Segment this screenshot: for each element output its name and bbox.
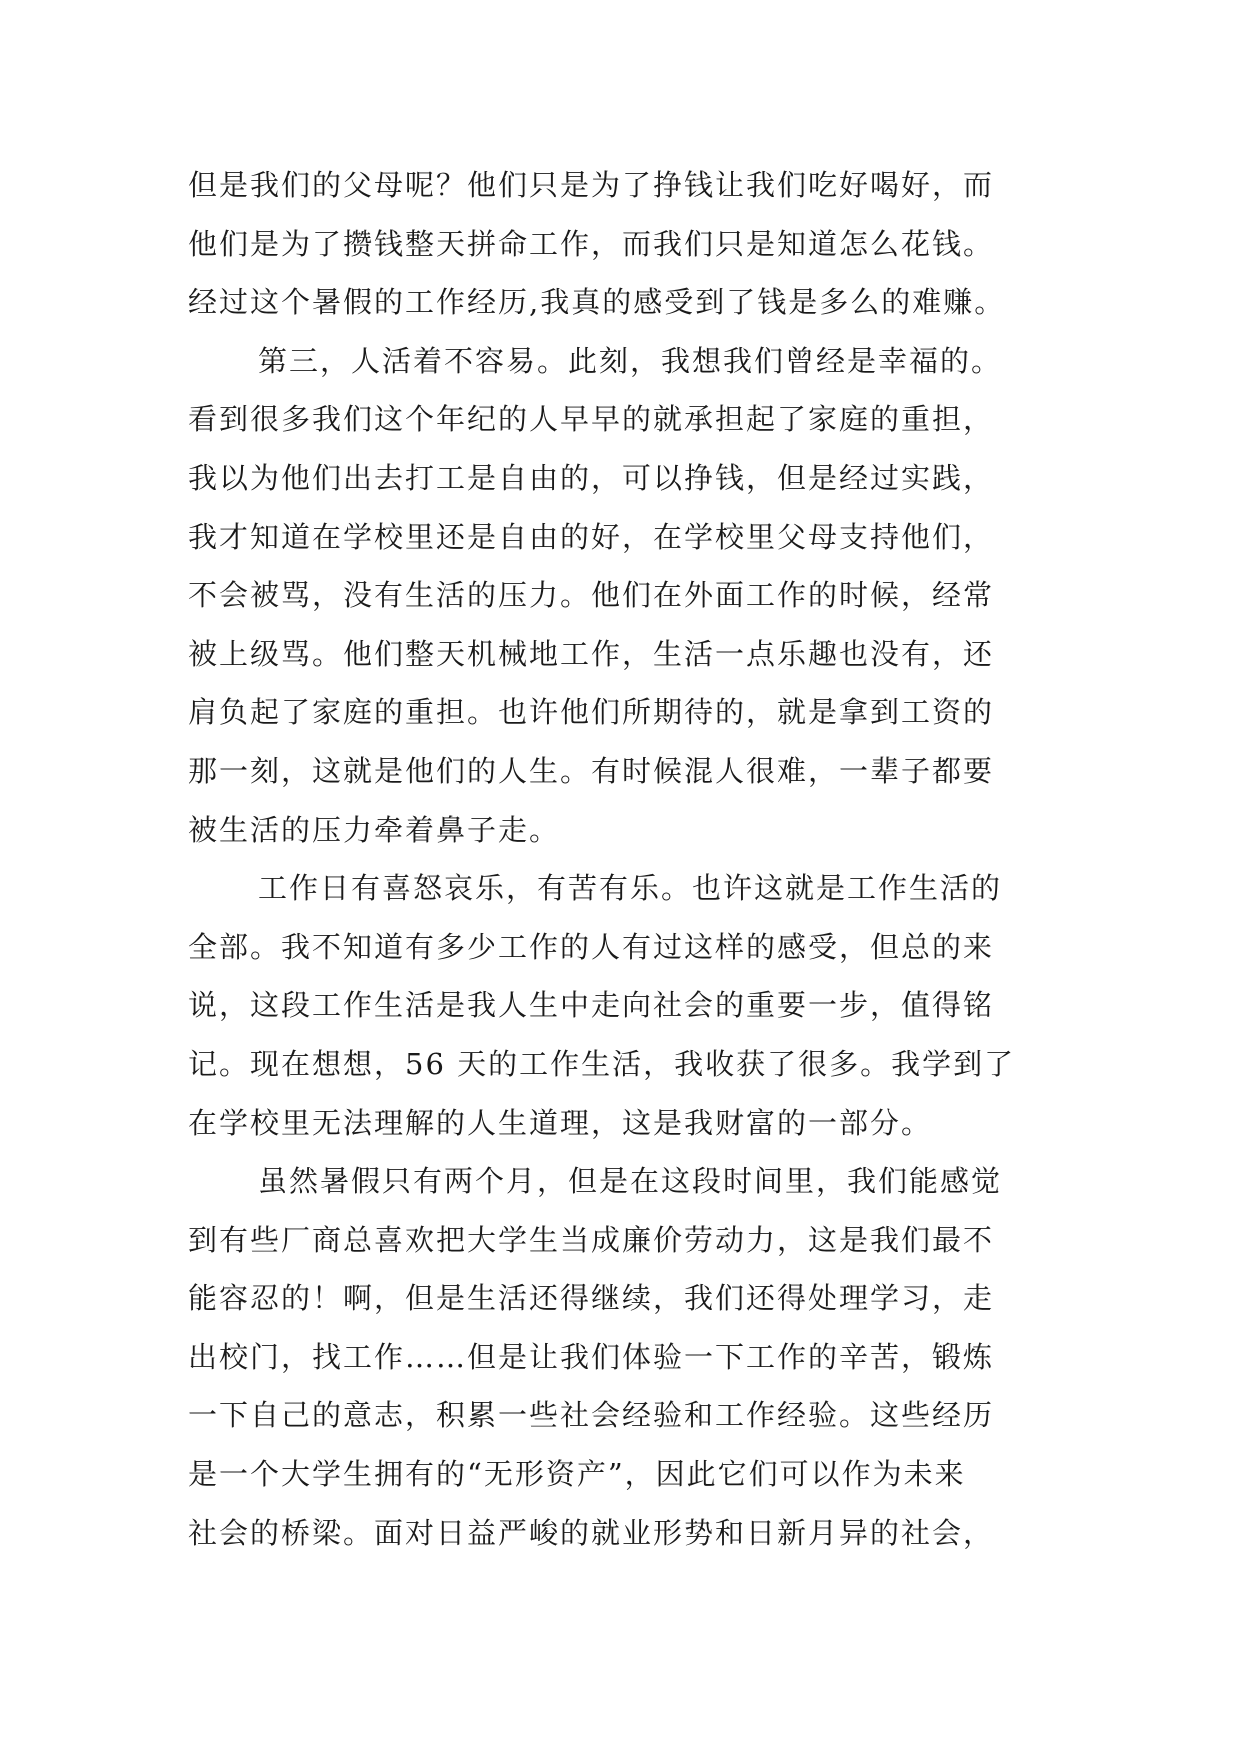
- text-line: 肩负起了家庭的重担。也许他们所期待的，就是拿到工资的: [188, 695, 995, 730]
- text-line: 经过这个暑假的工作经历,我真的感受到了钱是多么的难赚。: [188, 285, 1006, 320]
- text-line: 我以为他们出去打工是自由的，可以挣钱，但是经过实践，: [188, 460, 995, 495]
- text-line: 不会被骂，没有生活的压力。他们在外面工作的时候，经常: [188, 578, 995, 613]
- text-line: 那一刻，这就是他们的人生。有时候混人很难，一辈子都要: [188, 753, 995, 788]
- paragraph-start-line: 虽然暑假只有两个月，但是在这段时间里，我们能感觉: [258, 1164, 1003, 1199]
- text-line: 出校门，找工作……但是让我们体验一下工作的辛苦，锻炼: [188, 1339, 995, 1374]
- text-line: 到有些厂商总喜欢把大学生当成廉价劳动力，这是我们最不: [188, 1222, 995, 1257]
- paragraph-start-line: 工作日有喜怒哀乐，有苦有乐。也许这就是工作生活的: [258, 871, 1003, 906]
- text-line: 他们是为了攒钱整天拼命工作，而我们只是知道怎么花钱。: [188, 226, 995, 261]
- text-line: 记。现在想想，56 天的工作生活，我收获了很多。我学到了: [188, 1046, 1016, 1081]
- text-line: 全部。我不知道有多少工作的人有过这样的感受，但总的来: [188, 929, 995, 964]
- text-line: 我才知道在学校里还是自由的好，在学校里父母支持他们，: [188, 519, 995, 554]
- text-line: 社会的桥梁。面对日益严峻的就业形势和日新月异的社会，: [188, 1515, 995, 1550]
- document-body: [188, 156, 1088, 1562]
- paragraph-start-line: 第三，人活着不容易。此刻，我想我们曾经是幸福的。: [258, 343, 1003, 378]
- text-line: 看到很多我们这个年纪的人早早的就承担起了家庭的重担，: [188, 402, 995, 437]
- text-line: 被生活的压力牵着鼻子走。: [188, 812, 561, 847]
- text-line: 是一个大学生拥有的“无形资产”，因此它们可以作为未来: [188, 1457, 966, 1492]
- text-line: 但是我们的父母呢？他们只是为了挣钱让我们吃好喝好，而: [188, 168, 995, 202]
- text-line: 能容忍的！啊，但是生活还得继续，我们还得处理学习，走: [188, 1281, 995, 1316]
- text-line: 说，这段工作生活是我人生中走向社会的重要一步，值得铭: [188, 988, 995, 1023]
- text-line: 在学校里无法理解的人生道理，这是我财富的一部分。: [188, 1105, 933, 1140]
- text-line: 一下自己的意志，积累一些社会经验和工作经验。这些经历: [188, 1398, 995, 1433]
- text-line: 被上级骂。他们整天机械地工作，生活一点乐趣也没有，还: [188, 636, 995, 671]
